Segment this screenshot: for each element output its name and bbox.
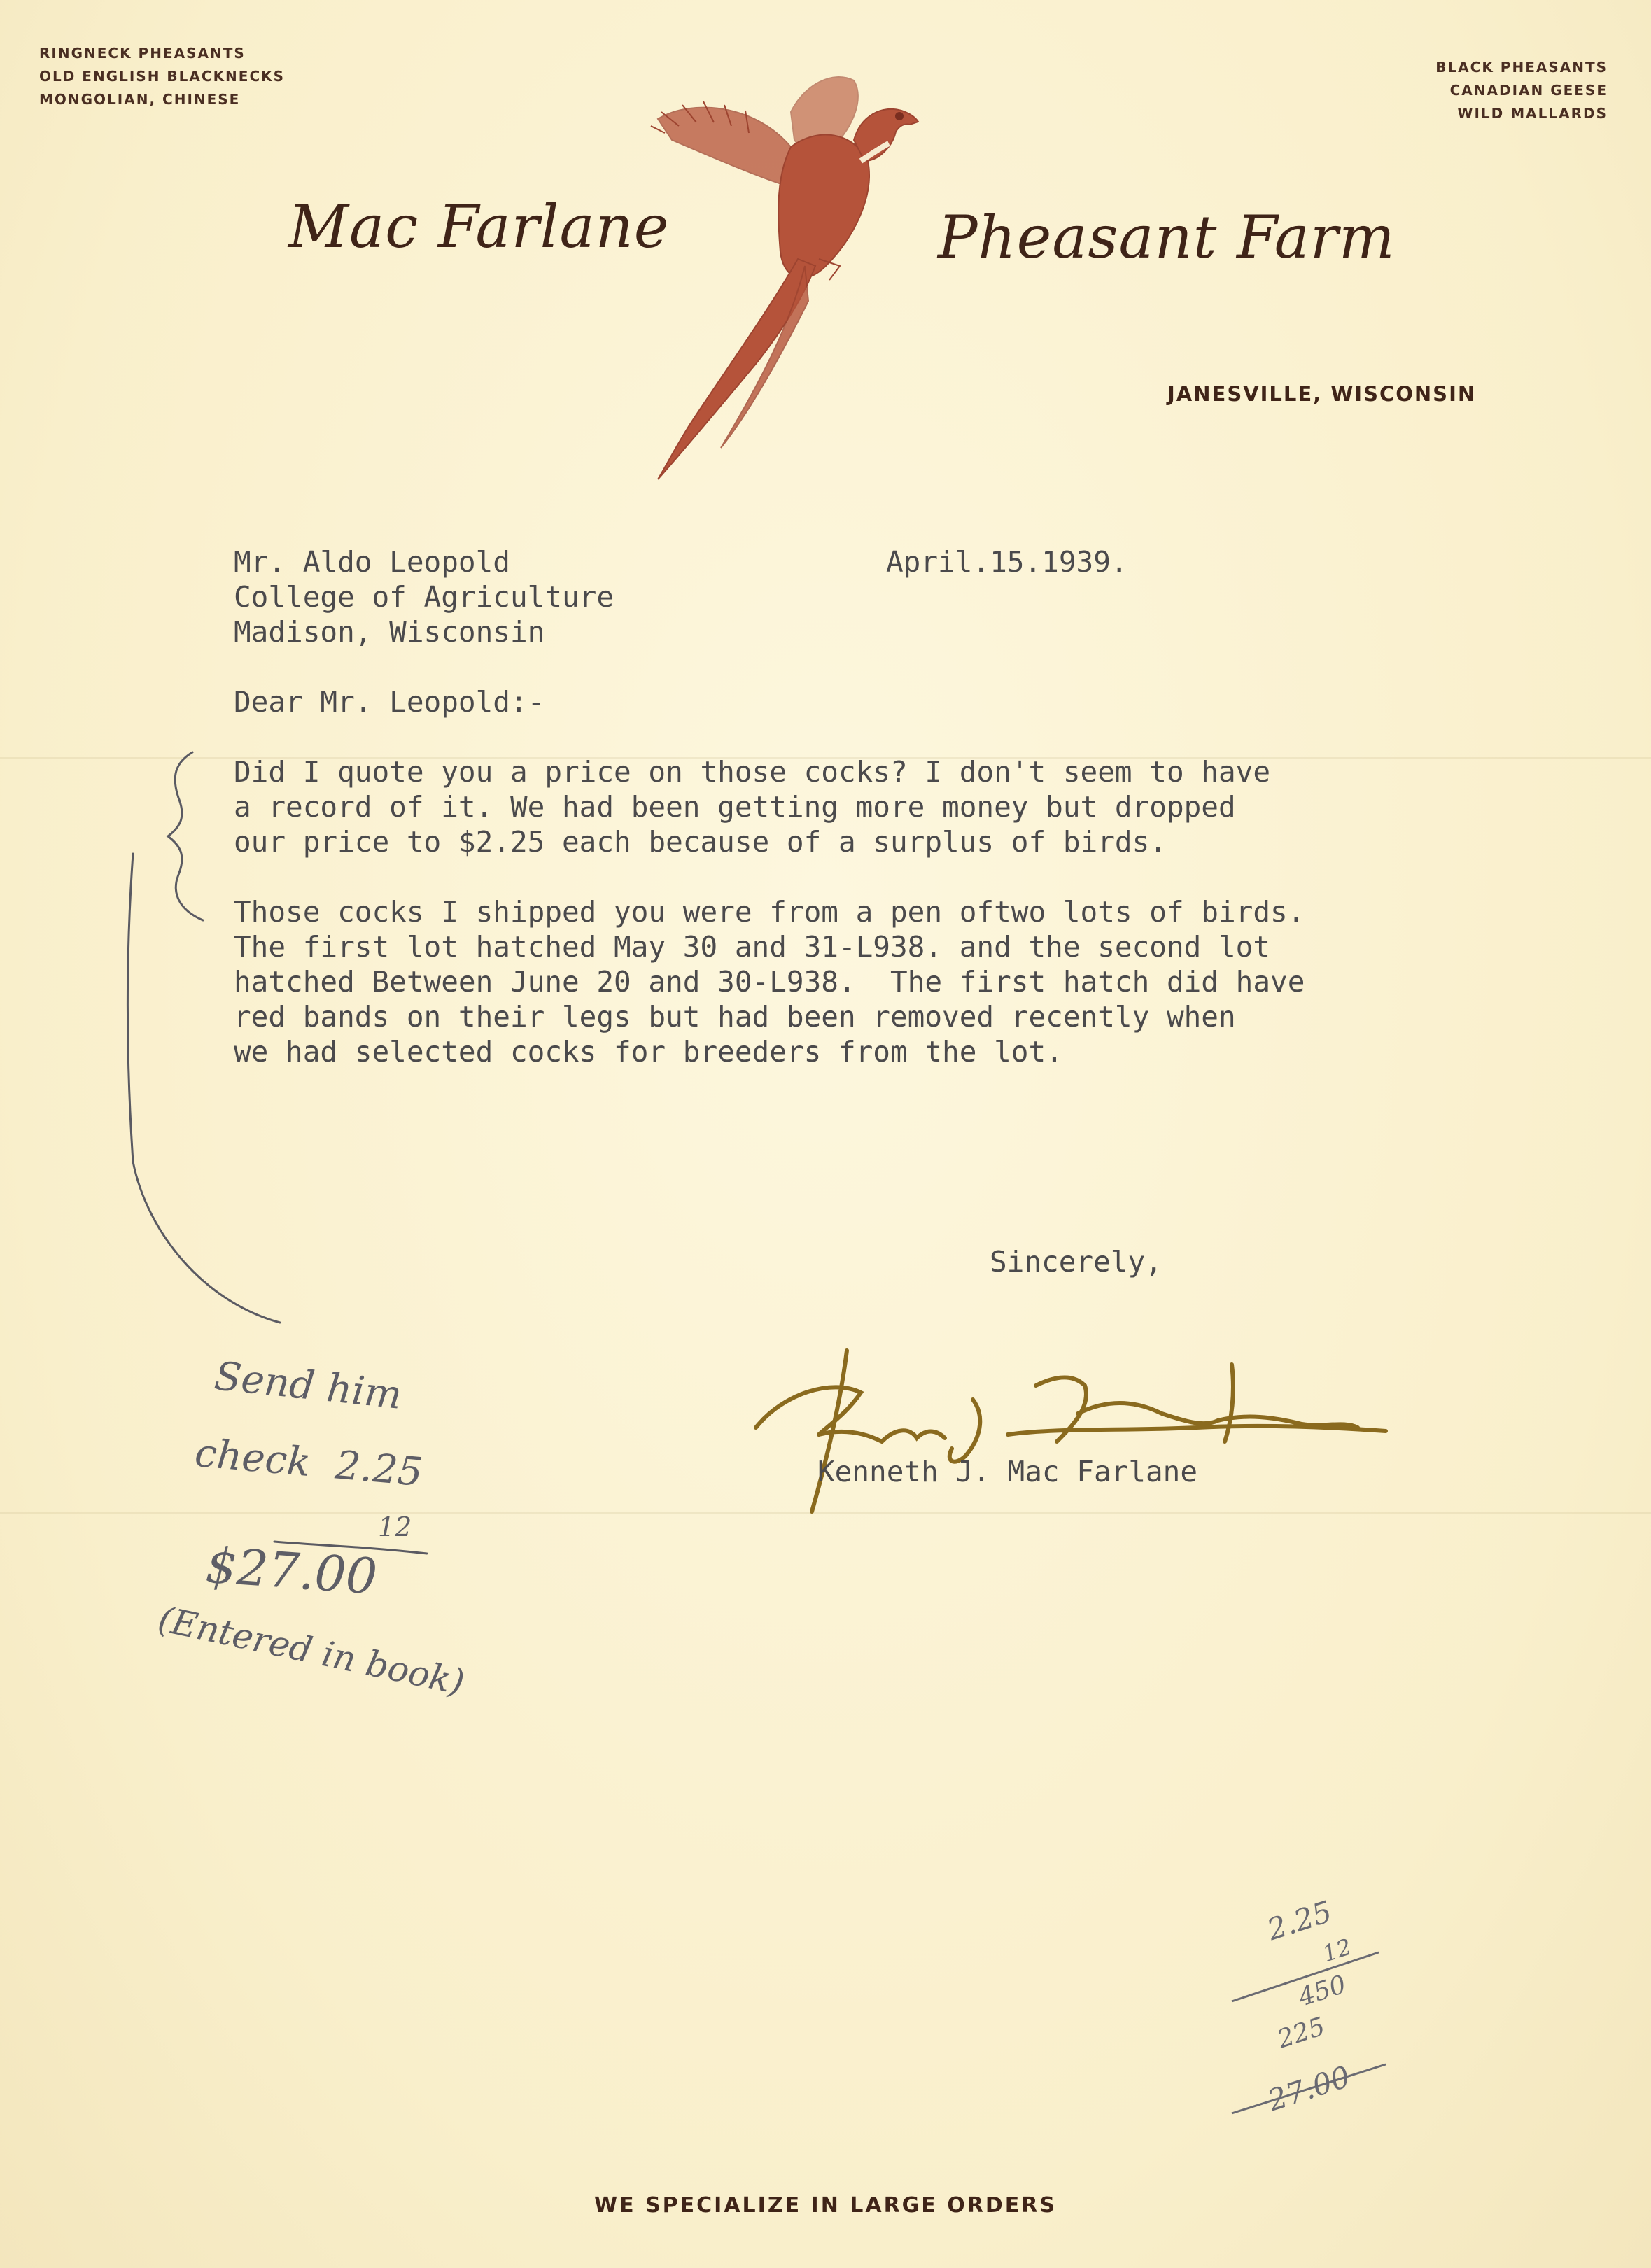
paragraph-line: Did I quote you a price on those cocks? I don't seem to have [234,755,1271,789]
letter-date: April.15.1939. [886,545,1128,579]
calc-line: 450 [1295,1970,1350,2013]
salutation: Dear Mr. Leopold:- [234,685,545,719]
farm-name-right: Pheasant Farm [938,203,1396,272]
note-total: $27.00 [204,1536,379,1606]
paragraph-line: Those cocks I shipped you were from a pen oftwo lots of birds. [234,895,1305,929]
paragraph-line: a record of it. We had been getting more money but dropped [234,790,1236,824]
paragraph-line: The first lot hatched May 30 and 31-L938. and the second lot [234,930,1271,964]
farm-location: JANESVILLE, WISCONSIN [1167,382,1477,406]
calc-line: 27.00 [1263,2059,1354,2118]
calc-line: 2.25 [1263,1894,1336,1947]
pencil-calculation [1218,1894,1428,2134]
recipient-address [234,544,614,649]
address-line: Madison, Wisconsin [234,615,545,649]
address-line: Mr. Aldo Leopold [234,545,510,579]
pencil-bracket [105,742,441,1763]
note-check-word: check [192,1430,313,1486]
note-send-him: Send him [212,1353,404,1418]
paragraph-line: red bands on their legs but had been removed recently when [234,1000,1236,1034]
note-quantity: 12 [378,1512,412,1542]
breed-item: CANADIAN GEESE [1449,82,1608,99]
pheasant-icon [630,56,966,490]
closing: Sincerely, [990,1245,1162,1279]
address-line: College of Agriculture [234,580,614,614]
handwritten-signature [742,1323,1407,1533]
breeds-list-right [1435,56,1608,125]
note-unit-price: 2.25 [333,1442,425,1496]
paragraph-line: hatched Between June 20 and 30-L938. The first hatch did have [234,965,1305,999]
paragraph-line: our price to $2.25 each because of a surplus of birds. [234,825,1167,859]
paragraph-line: we had selected cocks for breeders from the lot. [234,1035,1063,1069]
breed-item: OLD ENGLISH BLACKNECKS [39,68,286,85]
signer-name: Kenneth J. Mac Farlane [817,1455,1198,1488]
breed-item: BLACK PHEASANTS [1435,59,1608,76]
farm-name-left: Mac Farlane [288,192,670,261]
footer-slogan: WE SPECIALIZE IN LARGE ORDERS [594,2193,1057,2218]
calc-line: 225 [1274,2012,1329,2055]
breed-item: WILD MALLARDS [1457,105,1608,122]
breed-item: RINGNECK PHEASANTS [39,45,246,62]
calc-line: 12 [1319,1933,1355,1968]
breed-item: MONGOLIAN, CHINESE [39,91,241,108]
note-entered: (Entered in book) [154,1598,468,1703]
breeds-list-left [39,42,285,111]
